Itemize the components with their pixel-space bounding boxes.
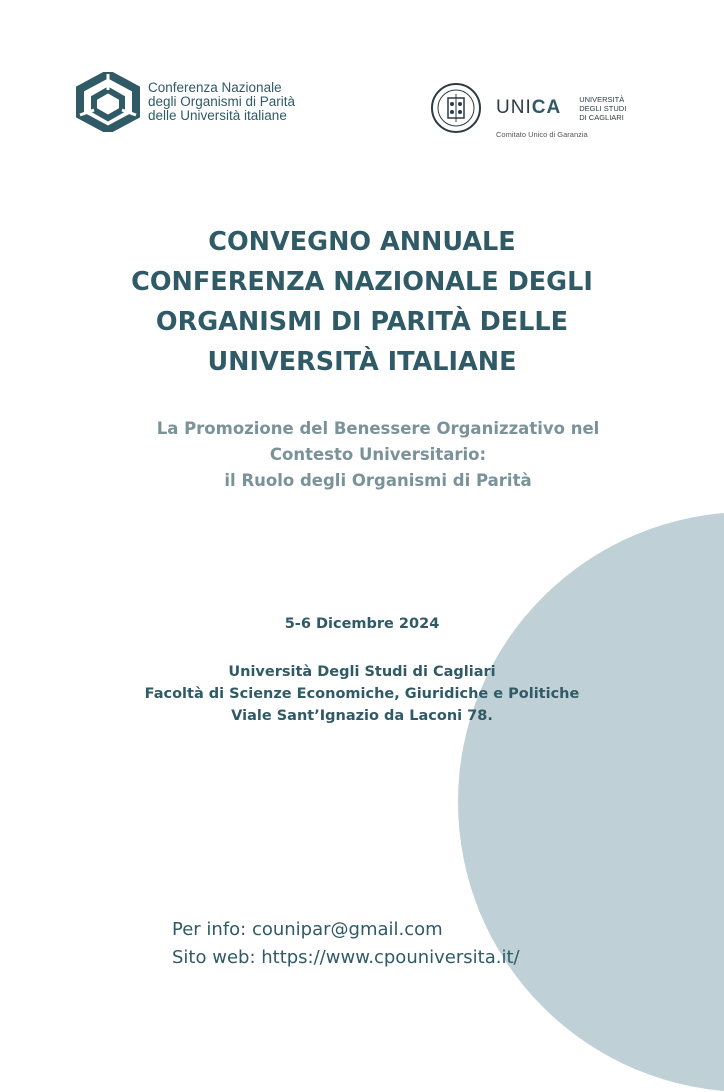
contact-info (172, 916, 520, 972)
event-venue (62, 661, 662, 727)
venue-line-2: Facoltà di Scienze Economiche, Giuridiche e Politiche (144, 686, 580, 702)
event-date: 5-6 Dicembre 2024 (284, 616, 440, 632)
title-line-4: UNIVERSITÀ ITALIANE (207, 347, 517, 377)
event-subtitle (100, 416, 656, 494)
university-logo (430, 82, 627, 139)
hexagon-logo-icon (74, 72, 142, 132)
university-line-2: DEGLI STUDI (579, 103, 627, 113)
university-line-3: DI CAGLIARI (579, 112, 624, 122)
venue-line-1: Università Degli Studi di Cagliari (228, 664, 496, 680)
committee-label: Comitato Unico di Garanzia (496, 130, 588, 139)
university-name (579, 95, 626, 122)
subtitle-line-2: Contesto Universitario: (269, 445, 487, 464)
unica-suffix: CA (531, 97, 562, 118)
subtitle-line-1: La Promozione del Benessere Organizzativo nel (156, 419, 600, 438)
subtitle-line-3: il Ruolo degli Organismi di Parità (224, 471, 532, 490)
unica-prefix: UNI (496, 97, 532, 118)
title-line-3: ORGANISMI DI PARITÀ DELLE (155, 307, 569, 337)
title-line-1: CONVEGNO ANNUALE (208, 227, 516, 257)
title-line-2: CONFERENZA NAZIONALE DEGLI (131, 267, 593, 297)
event-title (40, 222, 684, 382)
university-seal-icon (430, 82, 482, 134)
logo-line-3: delle Università italiane (148, 108, 287, 123)
logo-line-1: Conferenza Nazionale (148, 80, 282, 95)
venue-line-3: Viale Sant’Ignazio da Laconi 78. (231, 708, 493, 724)
decorative-circle (458, 512, 724, 1092)
contact-website[interactable]: Sito web: https://www.cpouniversita.it/ (172, 947, 520, 968)
university-line-1: UNIVERSITÀ (579, 94, 625, 104)
conference-logo (74, 72, 295, 132)
contact-email[interactable]: Per info: counipar@gmail.com (172, 919, 443, 940)
unica-wordmark (496, 97, 561, 119)
logo-line-2: degli Organismi di Parità (148, 94, 296, 109)
